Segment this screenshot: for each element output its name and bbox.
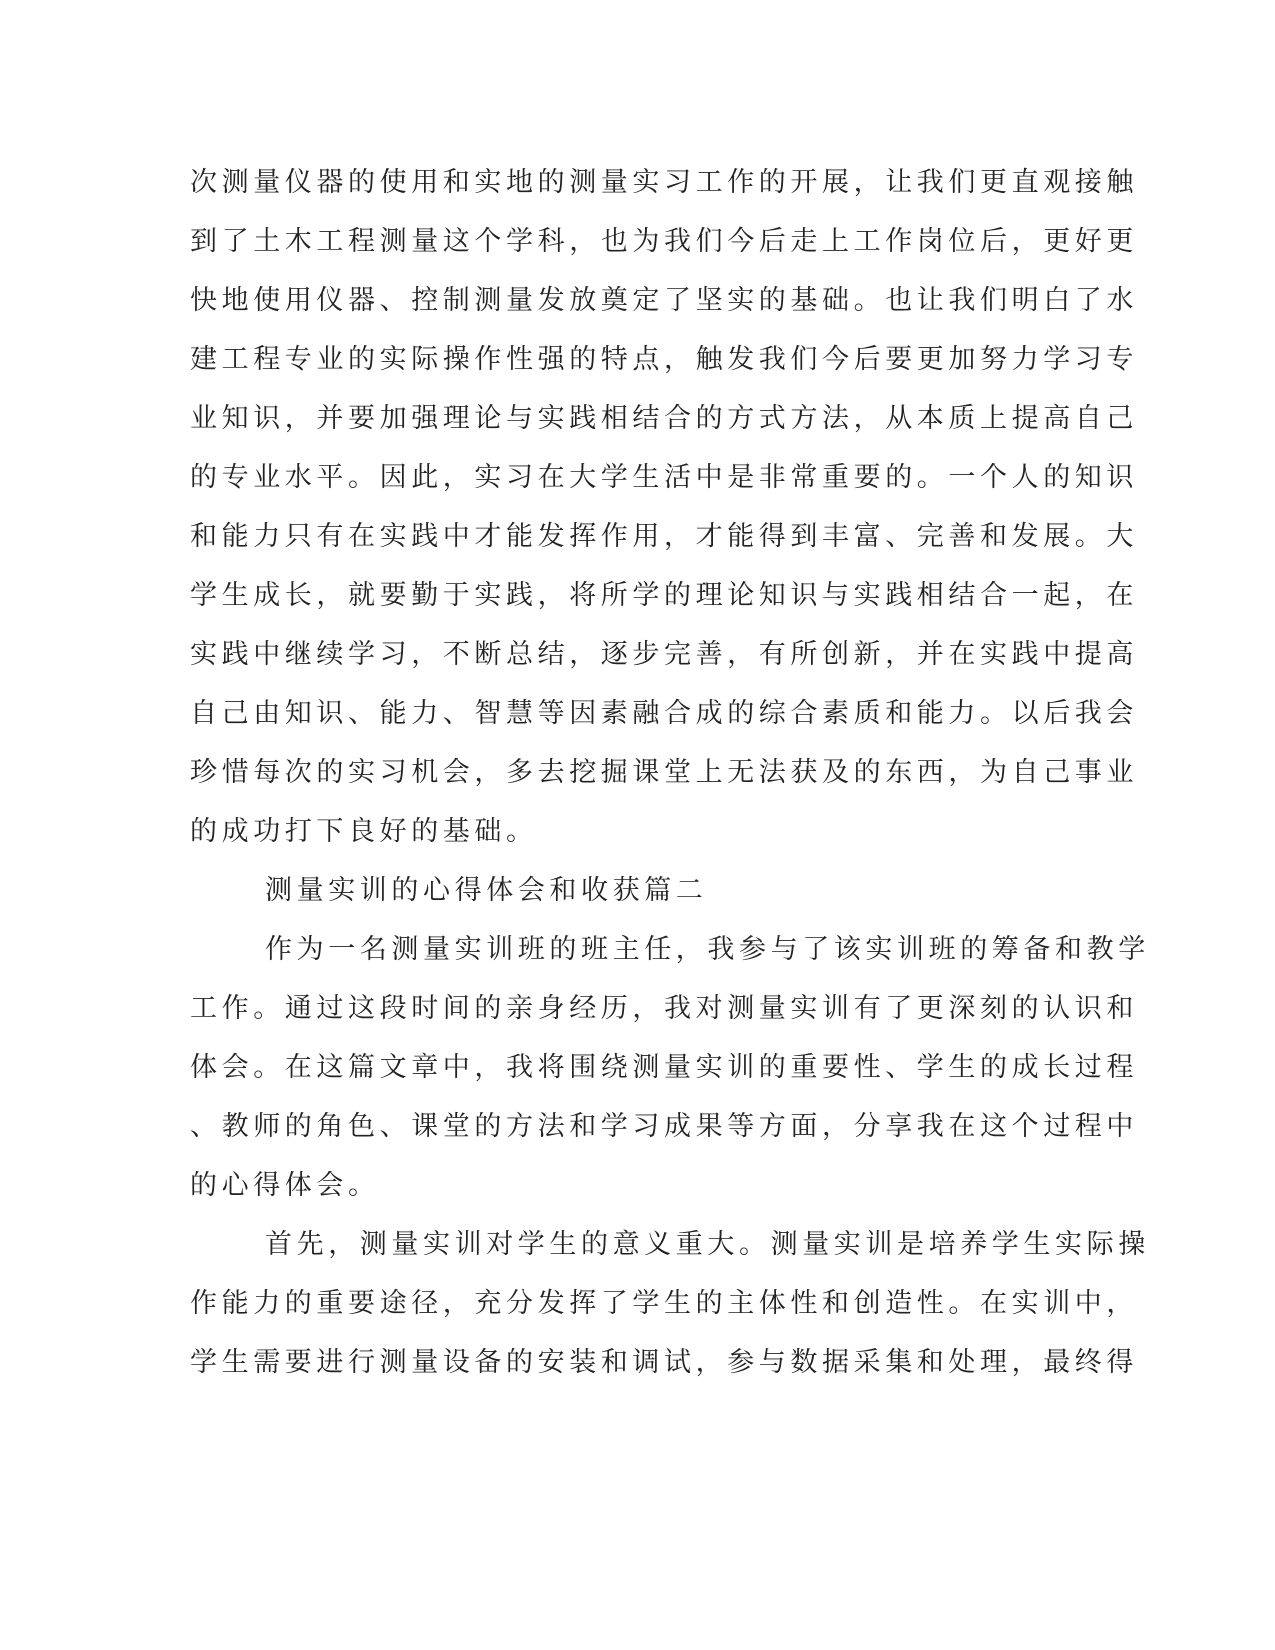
- paragraph-line: 体会。在这篇文章中，我将围绕测量实训的重要性、学生的成长过程: [190, 1052, 1138, 1083]
- paragraph-line: 的专业水平。因此，实习在大学生活中是非常重要的。一个人的知识: [190, 462, 1138, 493]
- paragraph-line: 首先，测量实训对学生的意义重大。测量实训是培养学生实际操: [265, 1229, 1150, 1260]
- paragraph-line: 实践中继续学习，不断总结，逐步完善，有所创新，并在实践中提高: [190, 639, 1138, 670]
- paragraph-line: 珍惜每次的实习机会，多去挖掘课堂上无法获及的东西，为自己事业: [190, 757, 1138, 788]
- paragraph-line: 学生需要进行测量设备的安装和调试，参与数据采集和处理，最终得: [190, 1347, 1138, 1378]
- paragraph-line: 作能力的重要途径，充分发挥了学生的主体性和创造性。在实训中，: [190, 1288, 1138, 1319]
- paragraph-line: 的成功打下良好的基础。: [190, 816, 538, 847]
- paragraph-line: 建工程专业的实际操作性强的特点，触发我们今后要更加努力学习专: [190, 344, 1138, 375]
- paragraph-line: 次测量仪器的使用和实地的测量实习工作的开展，让我们更直观接触: [190, 167, 1138, 198]
- paragraph-line: 的心得体会。: [190, 1170, 380, 1201]
- section-heading: 测量实训的心得体会和收获篇二: [265, 875, 708, 906]
- paragraph-line: 学生成长，就要勤于实践，将所学的理论知识与实践相结合一起，在: [190, 580, 1138, 611]
- paragraph-line: 作为一名测量实训班的班主任，我参与了该实训班的筹备和教学: [265, 934, 1150, 965]
- paragraph-line: 业知识，并要加强理论与实践相结合的方式方法，从本质上提高自己: [190, 403, 1138, 434]
- paragraph-line: 快地使用仪器、控制测量发放奠定了坚实的基础。也让我们明白了水: [190, 285, 1138, 316]
- paragraph-line: 、教师的角色、课堂的方法和学习成果等方面，分享我在这个过程中: [190, 1111, 1138, 1142]
- paragraph-line: 到了土木工程测量这个学科，也为我们今后走上工作岗位后，更好更: [190, 226, 1138, 257]
- paragraph-line: 自己由知识、能力、智慧等因素融合成的综合素质和能力。以后我会: [190, 698, 1138, 729]
- paragraph-line: 工作。通过这段时间的亲身经历，我对测量实训有了更深刻的认识和: [190, 993, 1138, 1024]
- paragraph-line: 和能力只有在实践中才能发挥作用，才能得到丰富、完善和发展。大: [190, 521, 1138, 552]
